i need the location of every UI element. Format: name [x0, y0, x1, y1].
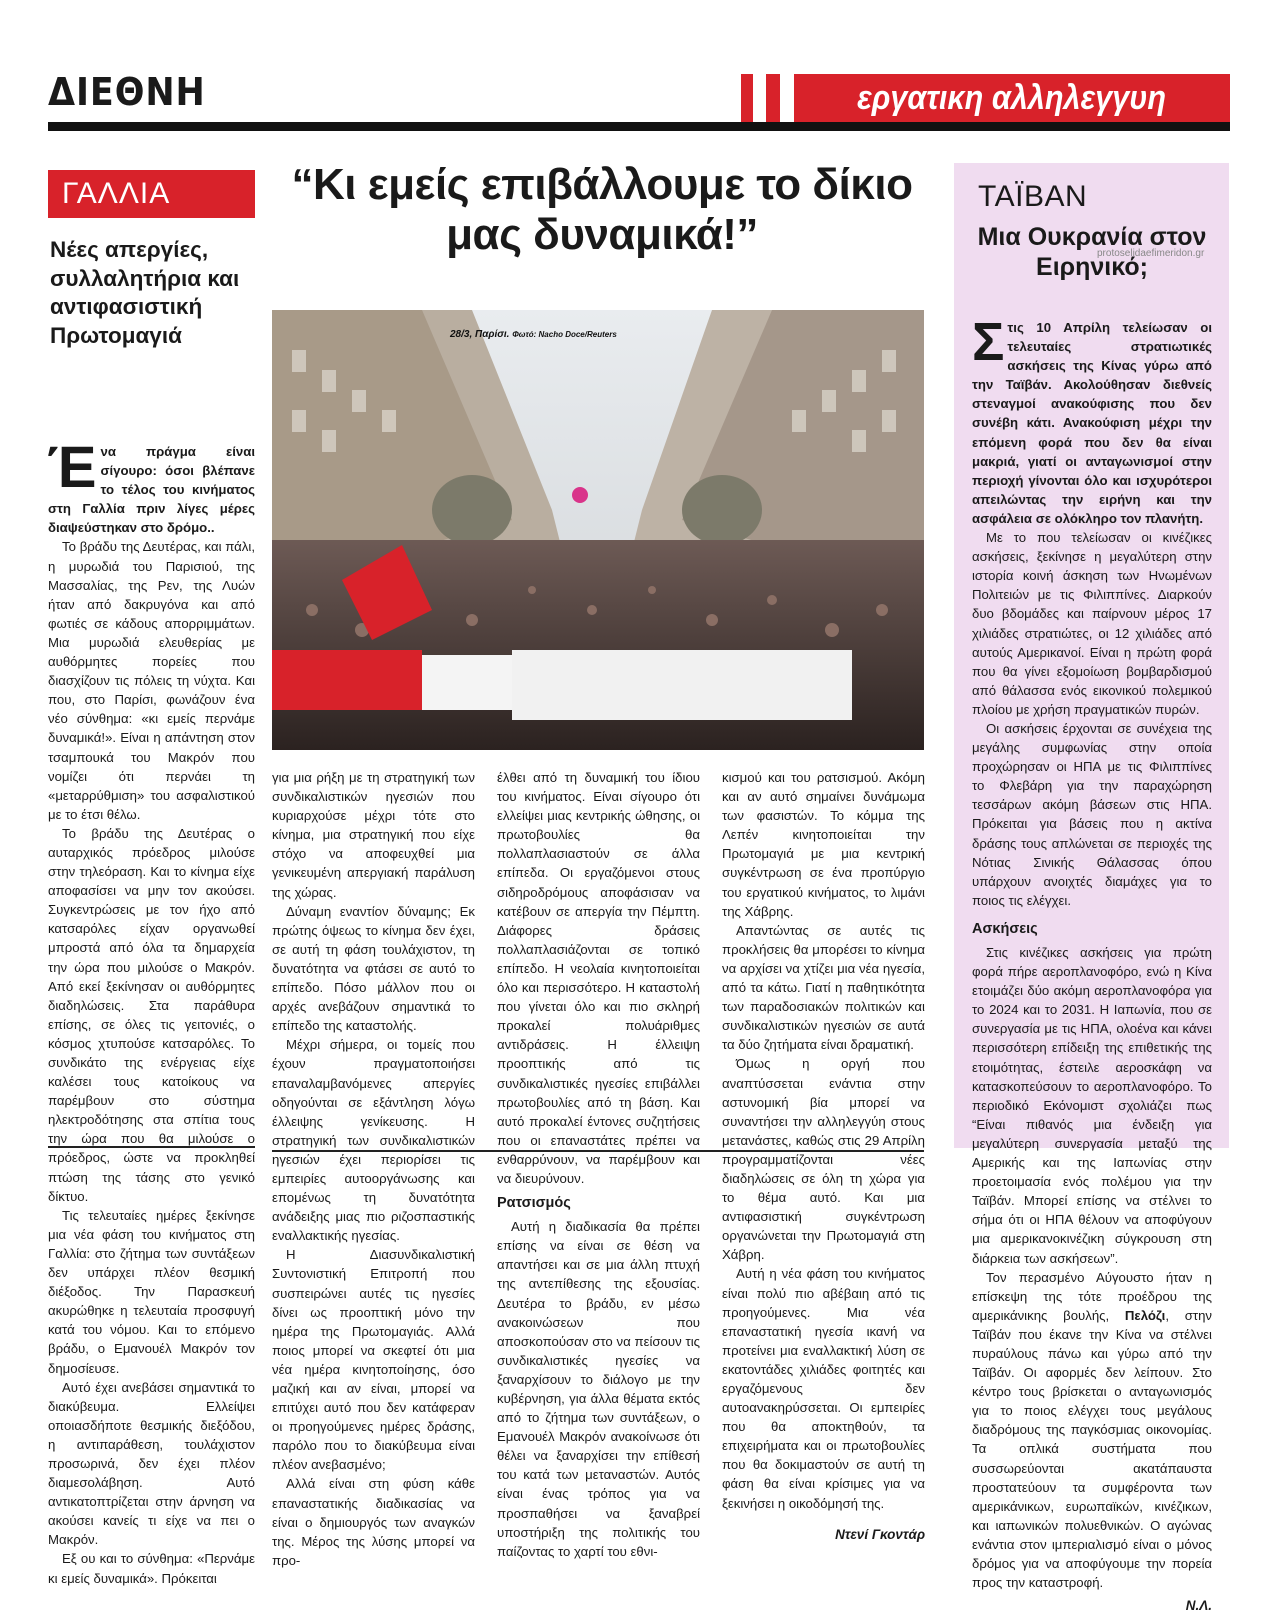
- paragraph: Μέχρι σήμερα, οι τομείς που έχουν πραγματοποιήσει επαναλαμβανόμενες απεργίες οδηγούνται σε εξάντληση λόγω έλλειψης γενίκευσης. Η στρατηγική των συνδικαλιστικών ηγεσιών έχει περιορίσει τις εμπειρίες αυτοοργάνωσης και επομένως τη δυνατότητα ανάδειξης μιας πιο ριζοσπαστικής εναλλακτικής ηγεσίας.: [272, 1037, 475, 1244]
- paragraph: Όμως η οργή που αναπτύσσεται ενάντια στην αστυνομική βία μπορεί να συναντήσει την αλληλεγγύη στους μετανάστες, καθώς στις 29 Απρίλη προγραμματίζονται νέες διαδηλώσεις σε όλη τη χώρα για το θέμα αυτό. Και μια αντιφασιστική συγκέντρωση οργανώνεται την Πρωτομαγιά στη Χάβρη.: [722, 1056, 925, 1263]
- paragraph: [972, 1268, 1212, 1593]
- paragraph: Το βράδυ της Δευτέρας ο αυταρχικός πρόεδρος μιλούσε στην τηλεόραση. Και το κίνημα είχε αποφασίσει να μην τον ακούσει. Συγκεντρώσεις με τον ήχο από κατσαρόλες είχαν οργανωθεί μπροστά από όλα τα δημαρχεία την ώρα που μιλούσε ο Μακρόν. Από εκεί ξεκίνησαν οι αυθόρμητες διαδηλώσεις. Στα παράθυρα επίσης, σε όλες τις γειτονιές, ο κόσμος χτυπούσε κατσαρόλες. Το συνδικάτο της ενέργειας είχε καλέσει τους κατοίκους να παρέμβουν στο σύστημα ηλεκτροδότησης στα σπίτια τους την ώρα που θα μιλούσε ο πρόεδρος, ώστε να προκληθεί πτώση της τάσης στο γενικό δίκτυο.: [48, 825, 255, 1204]
- sidebar-signature: Ν.Λ.: [1185, 1598, 1212, 1614]
- protest-photo: [272, 310, 924, 750]
- sidebar-kicker: ΤΑΪΒΑΝ: [978, 180, 1088, 213]
- author-signature: Ντενί Γκοντάρ: [835, 1526, 925, 1542]
- paragraph: για μια ρήξη με τη στρατηγική των συνδικαλιστικών ηγεσιών που κυριαρχούσε μέχρι τότε στο κίνημα, μια στρατηγική που είχε στόχο να αποφευχθεί μια γενικευμένη απεργιακή παράλυση της χώρας.: [272, 770, 475, 900]
- paragraph: κισμού και του ρατσισμού. Ακόμη και αν αυτό σημαίνει δυνάμωμα των φασιστών. Το κόμμα της Λεπέν κινητοποιείται την Πρωτομαγιά με μια κεντρική συγκέντρωση σε ένα προπύργιο του εργατικού κινήματος, το λιμάνι της Χάβρης.: [722, 770, 925, 919]
- paragraph: Αυτό έχει ανεβάσει σημαντικά το διακύβευμα. Ελλείψει οποιασδήποτε θεσμικής διεξόδου, η αντιπαράθεση, τουλάχιστον προσωρινά, δεν έχει πλέον διαμεσολάβηση. Αυτό αντικατοπτρίζεται στην άρνηση να ακούσει κανείς τι είχε να πει ο Μακρόν.: [48, 1379, 255, 1548]
- lede: να πράγμα είναι σίγουρο: όσοι βλέπανε το τέλος του κινήματος στη Γαλλία πριν λίγες μέρες διαψεύστηκαν στο δρόμο..: [48, 444, 255, 536]
- column-rule: [272, 1150, 924, 1152]
- article-column-3: [722, 768, 925, 1544]
- column-rule: [48, 1146, 255, 1148]
- header-red-stripe: [741, 74, 753, 122]
- kicker-france: ΓΑΛΛΙΑ: [48, 170, 255, 218]
- header-red-stripe: [766, 74, 780, 122]
- paragraph: Στις κινέζικες ασκήσεις για πρώτη φορά πήρε αεροπλανοφόρο, ενώ η Κίνα ετοιμάζει δύο ακόμη αεροπλανοφόρα για το 2024 και το 2031. Η Ιαπωνία, που σε συνεργασία με τις ΗΠΑ, ολοένα και κάνει περισσότερη επίδειξη της επιθετικής της ετοιμότητας, έστειλε αεροσκάφη να κατασκοπεύσουν το αεροπλανοφόρο. Το περιοδικό Εκόνομιστ σχολιάζει πως “Είναι πιθανός μια ένδειξη για μεγαλύτερη συνεργασία μεταξύ της Αμερικής και της Ιαπωνίας στην προετοιμασία ενός πολέμου για την Ταϊβάν. Μπορεί επίσης να στέλνει το σήμα ότι οι ΗΠΑ θέλουν να αποφύγουν μια αμερικανοκινέζικη σύγκρουση στη διάρκεια των ασκήσεων”.: [972, 945, 1212, 1266]
- left-article-column: [47, 435, 255, 1588]
- paragraph: Αυτή η νέα φάση του κινήματος είναι πολύ πιο αβέβαιη από τις προηγούμενες. Μια νέα επαναστατική ηγεσία ικανή να προτείνει μια εναλλακτική λύση σε εκατοντάδες χιλιάδες φοιτητές και εργαζόμενους δεν αυτοανακηρύσσεται. Οι εμπειρίες που θα αποκτηθούν, τα επιχειρήματα και οι πρωτοβουλίες που θα δοκιμαστούν σε αυτή τη φάση θα είναι κρίσιμες για να ξεκινήσει η οικοδόμησή της.: [722, 1266, 925, 1511]
- paragraph: Αυτή η διαδικασία θα πρέπει επίσης να είναι σε θέση να απαντήσει και σε μια άλλη πτυχή της αντεπίθεσης της εξουσίας. Δευτέρα το βράδυ, εν μέσω ανακοινώσεων που αποσκοπούσαν στο να πείσουν τις συνδικαλιστικές ηγεσίες να ξαναρχίσουν το διάλογο με την κυβέρνηση, για άλλα θέματα εκτός από το ζήτημα των συντάξεων, ο Εμανουέλ Μακρόν ανακοίνωσε ότι θέλει να ξαναρχίσει την επίθεσή του κατά των μεταναστών. Αυτός είναι ένας τρόπος για να προσπαθήσει να ξαναβρεί υποστήριξη της πολιτικής του παίζοντας το χαρτί του εθνι-: [497, 1219, 700, 1559]
- paragraph: Απαντώντας σε αυτές τις προκλήσεις θα μπορέσει το κίνημα να αρχίσει να χτίζει μια νέα ηγεσία, από τα κάτω. Γιατί η παθητικότητα των παραδοσιακών πολιτικών και συνδικαλιστικών ηγεσιών σε αυτά τα δύο ζητήματα είναι δραματική.: [722, 922, 925, 1053]
- paragraph: Εξ ου και το σύνθημα: «Περνάμε κι εμείς δυναμικά». Πρόκειται: [48, 1551, 255, 1586]
- section-title: ΔΙΕΘΝΗ: [48, 70, 206, 114]
- crowd-illustration: [272, 310, 924, 750]
- sidebar-dropcap: Σ: [972, 312, 1005, 372]
- text-run: , στην Ταϊβάν που έκανε την Κίνα να στέλνει πυραύλους πάνω και γύρω από την Ταϊβάν. Οι αφορμές δεν λείπουν. Στο κέντρο τους βρίσκεται ο ανταγωνισμός για το ποιος ελέγχει τους μεγάλους διαδρόμους της παγκόσμιας οικονομίας. Τα οπλικά συστήματα που συσσωρεύονται ακατάπαυστα προστατεύουν τα συμφέροντα των αμερικάνικων, ευρωπαϊκών, κινέζικων, και ιαπωνικών πολυεθνικών. Ο αγώνας ενάντια στον ιμπεριαλισμό είναι ο μόνος δρόμος για να αποφύγουμε την πορεία προς την καταστροφή.: [972, 1307, 1212, 1591]
- dropcap: Έ: [47, 435, 97, 500]
- article-column-1: [272, 768, 475, 1570]
- section-heading-racism: Ρατσισμός: [497, 1195, 571, 1212]
- text-run: Τον περασμένο Αύγουστο ήταν η επίσκεψη της τότε προέδρου της αμερικάνικης βουλής,: [972, 1269, 1212, 1323]
- sidebar-body: [972, 312, 1212, 1615]
- paragraph: Οι ασκήσεις έρχονται σε συνέχεια της μεγάλης συμφωνίας στην οποία προχώρησαν οι ΗΠΑ με τις Φιλιππίνες το Φλεβάρη για την παραχώρηση τεσσάρων ακόμη βάσεων στις ΗΠΑ. Πρόκειται για βάσεις που η ακτίνα δράσης τους απλώνεται σε περιοχές της Νότιας Σινικής Θάλασσας όπου υπάρχουν ανοιχτές διαμάχες για το ποιος τις ελέγχει.: [972, 720, 1212, 908]
- article-column-2: [497, 768, 700, 1561]
- paragraph: Με το που τελείωσαν οι κινέζικες ασκήσεις, ξεκίνησε η μεγαλύτερη στην ιστορία κοινή άσκηση των Ηνωμένων Πολιτειών με τις Φιλιππίνες. Διαρκούν δυο βδομάδες και παίρνουν μέρος 17 χιλιάδες στρατιώτες, οι 12 χιλιάδες από αυτούς Αμερικανοί. Είναι η πρώτη φορά που θα γίνει εξομοίωση βομβαρδισμού από θάλασσα ενός εικονικού πολεμικού πλοίου με χρήση πραγματικών πυρών.: [972, 530, 1212, 717]
- text-run-bold: Πελόζι: [1124, 1307, 1166, 1323]
- paragraph: Αλλά είναι στη φύση κάθε επαναστατικής διαδικασίας να είναι ο δημιουργός των αναγκών της. Μέρος της λύσης μπορεί να προ-: [272, 1476, 475, 1568]
- sidebar-lede: τις 10 Απρίλη τελείωσαν οι τελευταίες στρατιωτικές ασκήσεις της Κίνας γύρω από την Ταϊβάν. Ακολούθησαν διεθνείς στεναγμοί ανακούφισης που δεν συνέβη κάτι. Ανακούφιση μέχρι την επόμενη φορά που δεν θα είναι μακριά, γιατί οι ανταγωνισμοί στην περιοχή γίνονται όλο και ισχυρότεροι απειλώντας την ειρήνη και την ασφάλεια σε ολόκληρο τον πλανήτη.: [972, 320, 1212, 526]
- subheadline: Νέες απεργίες, συλλαλητήρια και αντιφασιστική Πρωτομαγιά: [50, 237, 240, 348]
- newspaper-brand: εργατικη αλληλεγγυη: [794, 74, 1230, 122]
- photo-caption: [450, 329, 617, 340]
- caption-place: 28/3, Παρίσι.: [450, 329, 510, 340]
- paragraph: Δύναμη εναντίον δύναμης; Εκ πρώτης όψεως το κίνημα δεν έχει, σε αυτή τη φάση τουλάχιστον, τη δυνατότητα να φτάσει σε αυτό το επίπεδο. Πόσο μάλλον που οι αρχές ανεβάζουν σημαντικά το επίπεδο της καταστολής.: [272, 903, 475, 1034]
- sidebar-headline: Μια Ουκρανία στον Ειρηνικό;: [977, 223, 1207, 281]
- headline: “Κι εμείς επιβάλλουμε το δίκιο μας δυναμικά!”: [291, 160, 913, 259]
- section-heading-exercises: Ασκήσεις: [972, 920, 1038, 937]
- watermark: protoselidaefimeridon.gr: [1097, 248, 1205, 259]
- caption-credit: Φωτό: Nacho Doce/Reuters: [512, 330, 617, 339]
- paragraph: έλθει από τη δυναμική του ίδιου του κινήματος. Είναι σίγουρο ότι ελλείψει μιας κεντρικής ώθησης, οι πρωτοβουλίες θα πολλαπλασιαστούν σε άλλα επίπεδα. Οι εργαζόμενοι στους σιδηροδρόμους αποφάσισαν να κατέβουν σε απεργία την Πέμπτη. Διάφορες δράσεις πολλαπλασιάζονται σε τοπικό επίπεδο. Η νεολαία κινητοποιείται όλο και περισσότερο. Η καταστολή που γίνεται όλο και πιο σκληρή προκαλεί πολυάριθμες αντιδράσεις. Η έλλειψη προοπτικής από τις συνδικαλιστικές ηγεσίες επιβάλλει πρωτοβουλίες από τη βάση. Και αυτό προκαλεί έντονες συζητήσεις που οι επαναστάτες πρέπει να ενθαρρύνουν, να παρέμβουν και να διευρύνουν.: [497, 770, 700, 1186]
- paragraph: Το βράδυ της Δευτέρας, και πάλι, η μυρωδιά του Παρισιού, της Μασσαλίας, της Ρεν, της Λυών ήταν από δακρυγόνα και από φωτιές σε κάδους απορριμμάτων. Μια μυρωδιά ελευθερίας με αυθόρμητες πορείες που διασχίζουν τις πόλεις τη νύχτα. Και που, στο Παρίσι, φωνάζουν ένα νέο σύνθημα: «κι εμείς περνάμε δυναμικά!». Είναι η απάντηση στον τσαμπουκά του Μακρόν που νομίζει ότι περνάει τη «μεταρρύθμιση» του ασφαλιστικού με το έτσι θέλω.: [48, 539, 255, 822]
- paragraph: Η Διασυνδικαλιστική Συντονιστική Επιτροπή που συσπειρώνει αυτές τις ηγεσίες δίνει ως προοπτική μόνο την ημέρα της Πρωτομαγιάς. Αλλά ποιος μπορεί να σκεφτεί ότι μια νέα ημέρα κινητοποίησης, όσο μαζική και αν είναι, μπορεί να επιτύχει αυτό που δεν κατάφεραν οι προηγούμενες ημέρες δράσης, παρόλο που το διακύβευμα είναι πλέον ανεβασμένο;: [272, 1247, 475, 1473]
- paragraph: Τις τελευταίες ημέρες ξεκίνησε μια νέα φάση του κινήματος στη Γαλλία: στο ζήτημα των συντάξεων δεν υπάρχει πλέον θεσμική διέξοδος. Την Παρασκευή ακυρώθηκε η τελευταία προσφυγή κατά του νόμου. Και το επόμενο βράδυ, ο Εμανουέλ Μακρόν τον δημοσίευσε.: [48, 1207, 255, 1376]
- header-rule: [48, 122, 1230, 131]
